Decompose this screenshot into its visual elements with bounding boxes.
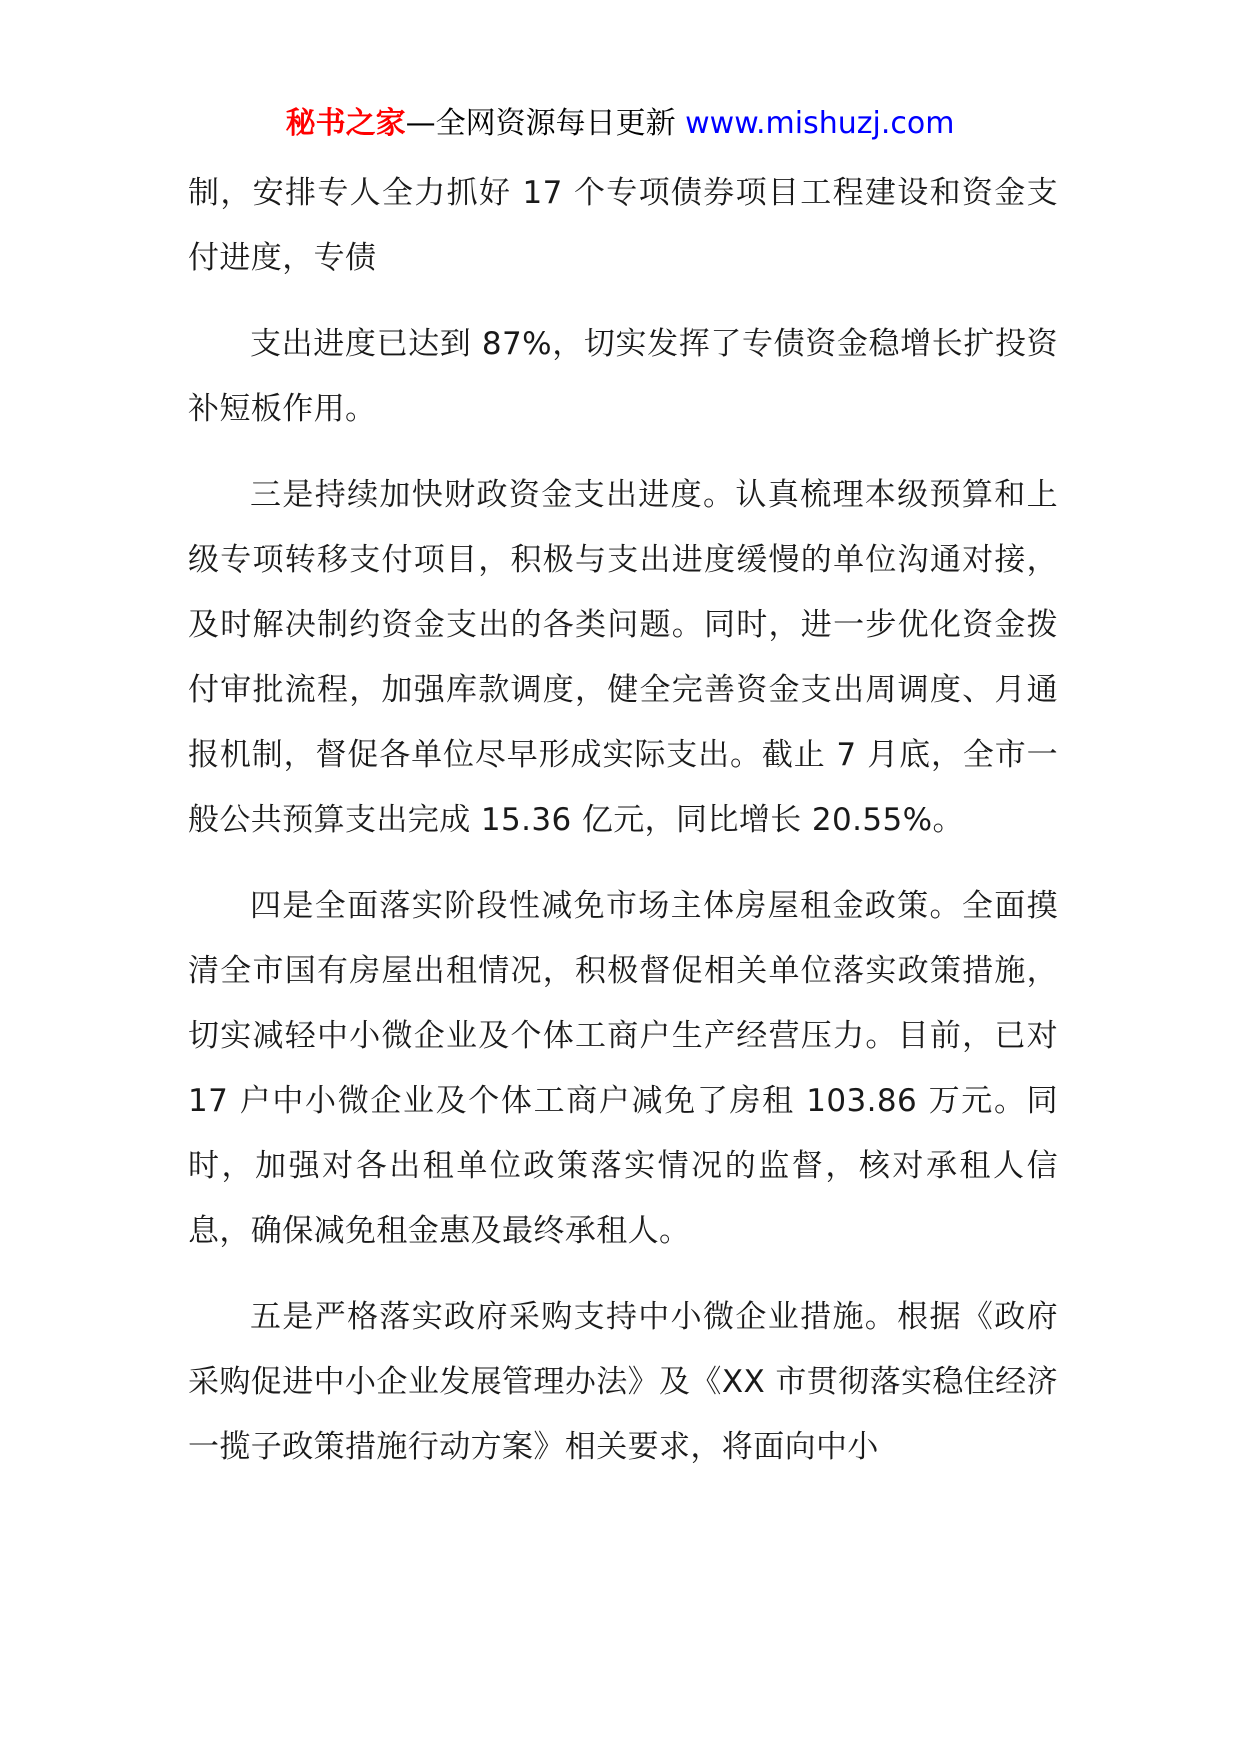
brand-name: 秘书之家 xyxy=(285,106,406,141)
paragraph-point-three: 三是持续加快财政资金支出进度。认真梳理本级预算和上级专项转移支付项目，积极与支出进度缓慢的单位沟通对接，及时解决制约资金支出的各类问题。同时，进一步优化资金拨付审批流程，加强库款调度，健全完善资金支出周调度、月通报机制，督促各单位尽早形成实际支出。截止 7 月底，全市一般公共预算支出完成 15.36 亿元，同比增长 20.55%。 xyxy=(188,477,1058,838)
paragraph-continued: 制，安排专人全力抓好 17 个专项债券项目工程建设和资金支付进度，专债 xyxy=(188,175,1058,276)
document-body xyxy=(188,161,1058,1501)
site-header xyxy=(0,102,1240,146)
site-url-link[interactable]: www.mishuzj.com xyxy=(685,106,955,141)
paragraph-special-bond-progress: 支出进度已达到 87%，切实发挥了专债资金稳增长扩投资补短板作用。 xyxy=(188,326,1058,427)
paragraph-point-five: 五是严格落实政府采购支持中小微企业措施。根据《政府采购促进中小企业发展管理办法》及《XX 市贯彻落实稳住经济一揽子政策措施行动方案》相关要求，将面向中小 xyxy=(188,1299,1058,1465)
header-tagline: —全网资源每日更新 xyxy=(405,106,686,141)
paragraph-point-four: 四是全面落实阶段性减免市场主体房屋租金政策。全面摸清全市国有房屋出租情况，积极督促相关单位落实政策措施，切实减轻中小微企业及个体工商户生产经营压力。目前，已对 17 户中小微企业及个体工商户减免了房租 103.86 万元。同时，加强对各出租单位政策落实情况的监督，核对承租人信息，确保减免租金惠及最终承租人。 xyxy=(188,888,1058,1249)
